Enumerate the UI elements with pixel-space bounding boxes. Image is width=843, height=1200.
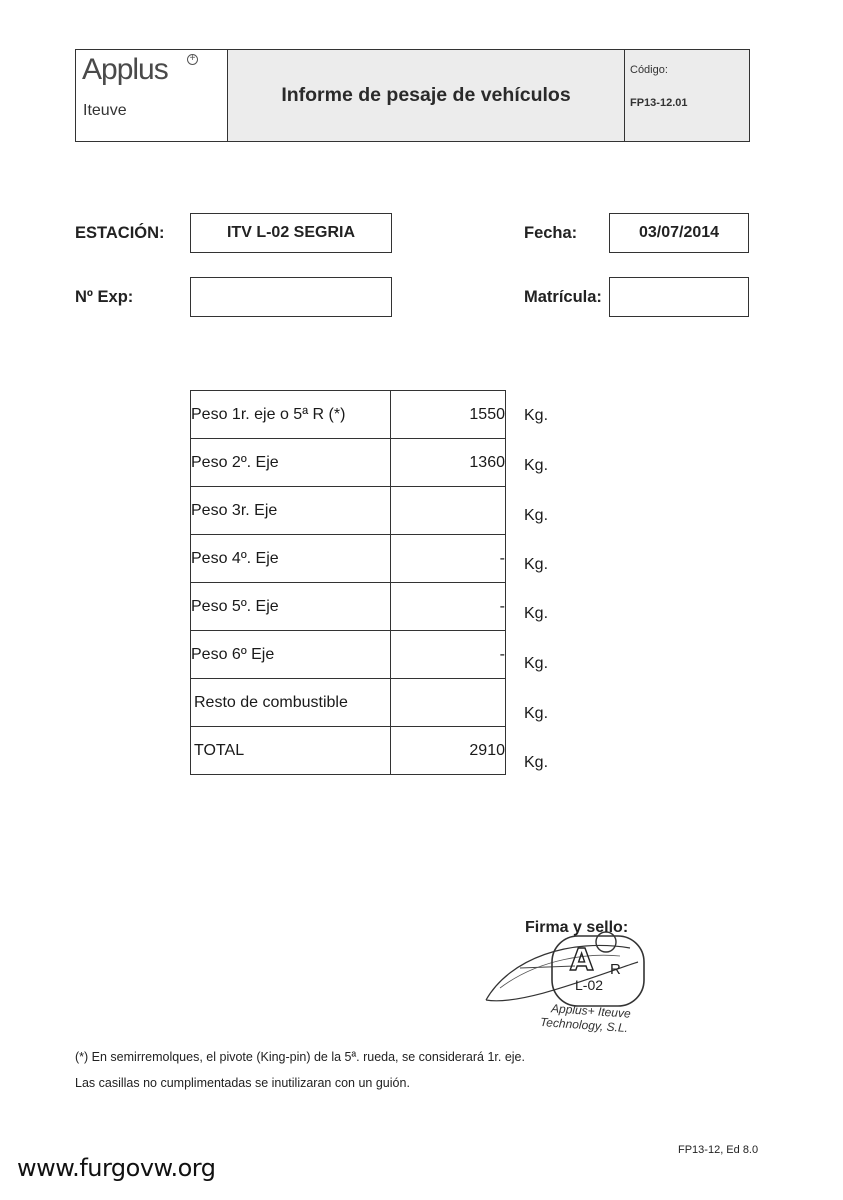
- brand-subtitle: Iteuve: [83, 102, 127, 119]
- stamp-r: R: [610, 961, 621, 978]
- row-value[interactable]: 1550: [391, 391, 506, 439]
- footnote-blank-cells: Las casillas no cumplimentadas se inutilizaran con un guión.: [75, 1076, 410, 1090]
- unit-label: Kg.: [524, 556, 549, 573]
- brand-plus-icon: +: [187, 54, 198, 65]
- watermark: www.furgovw.org: [17, 1154, 216, 1182]
- unit-label: Kg.: [524, 457, 549, 474]
- row-label: Peso 4º. Eje: [191, 535, 391, 583]
- row-label: Peso 5º. Eje: [191, 583, 391, 631]
- exp-label: Nº Exp:: [75, 288, 134, 306]
- brand-logo: Applus: [82, 53, 168, 86]
- row-value[interactable]: -: [391, 535, 506, 583]
- logo-cell: [76, 50, 228, 141]
- plate-field[interactable]: [609, 277, 749, 317]
- total-value[interactable]: 2910: [391, 727, 506, 775]
- unit-label: Kg.: [524, 605, 549, 622]
- weights-table: [190, 390, 506, 775]
- total-label: TOTAL: [191, 727, 391, 775]
- code-label: Código:: [630, 64, 668, 76]
- stamp-text-line1: Applus+ Iteuve: [550, 1001, 632, 1021]
- table-row: [191, 631, 506, 679]
- table-row: [191, 439, 506, 487]
- station-label: ESTACIÓN:: [75, 224, 165, 242]
- row-value[interactable]: [391, 679, 506, 727]
- footnote-kingpin: (*) En semirremolques, el pivote (King-pin) de la 5ª. rueda, se considerará 1r. eje.: [75, 1050, 525, 1064]
- stamp-text-line2: Technology, S.L.: [539, 1014, 629, 1036]
- row-label: Peso 1r. eje o 5ª R (*): [191, 391, 391, 439]
- row-value[interactable]: -: [391, 631, 506, 679]
- unit-label: Kg.: [524, 754, 549, 771]
- row-label: Peso 3r. Eje: [191, 487, 391, 535]
- table-row: [191, 583, 506, 631]
- document-header: [75, 49, 750, 142]
- table-row: [191, 535, 506, 583]
- station-field[interactable]: ITV L-02 SEGRIA: [190, 213, 392, 253]
- row-label: Resto de combustible: [191, 679, 391, 727]
- unit-label: Kg.: [524, 655, 549, 672]
- row-label: Peso 6º Eje: [191, 631, 391, 679]
- table-row: [191, 679, 506, 727]
- code-value: FP13-12.01: [630, 97, 688, 109]
- row-value[interactable]: -: [391, 583, 506, 631]
- unit-label: Kg.: [524, 507, 549, 524]
- code-cell: [625, 50, 749, 141]
- form-code: FP13-12, Ed 8.0: [678, 1144, 759, 1156]
- stamp-code: L-02: [575, 977, 604, 993]
- signature-label: Firma y sello:: [525, 919, 629, 936]
- table-row: [191, 727, 506, 775]
- row-value[interactable]: [391, 487, 506, 535]
- table-row: [191, 487, 506, 535]
- row-value[interactable]: 1360: [391, 439, 506, 487]
- unit-label: Kg.: [524, 705, 549, 722]
- date-field[interactable]: 03/07/2014: [609, 213, 749, 253]
- document-title: Informe de pesaje de vehículos: [228, 50, 625, 141]
- date-label: Fecha:: [524, 224, 578, 242]
- exp-field[interactable]: [190, 277, 392, 317]
- plate-label: Matrícula:: [524, 288, 602, 306]
- row-label: Peso 2º. Eje: [191, 439, 391, 487]
- stamp-mark: A: [570, 943, 594, 978]
- unit-label: Kg.: [524, 407, 549, 424]
- table-row: [191, 391, 506, 439]
